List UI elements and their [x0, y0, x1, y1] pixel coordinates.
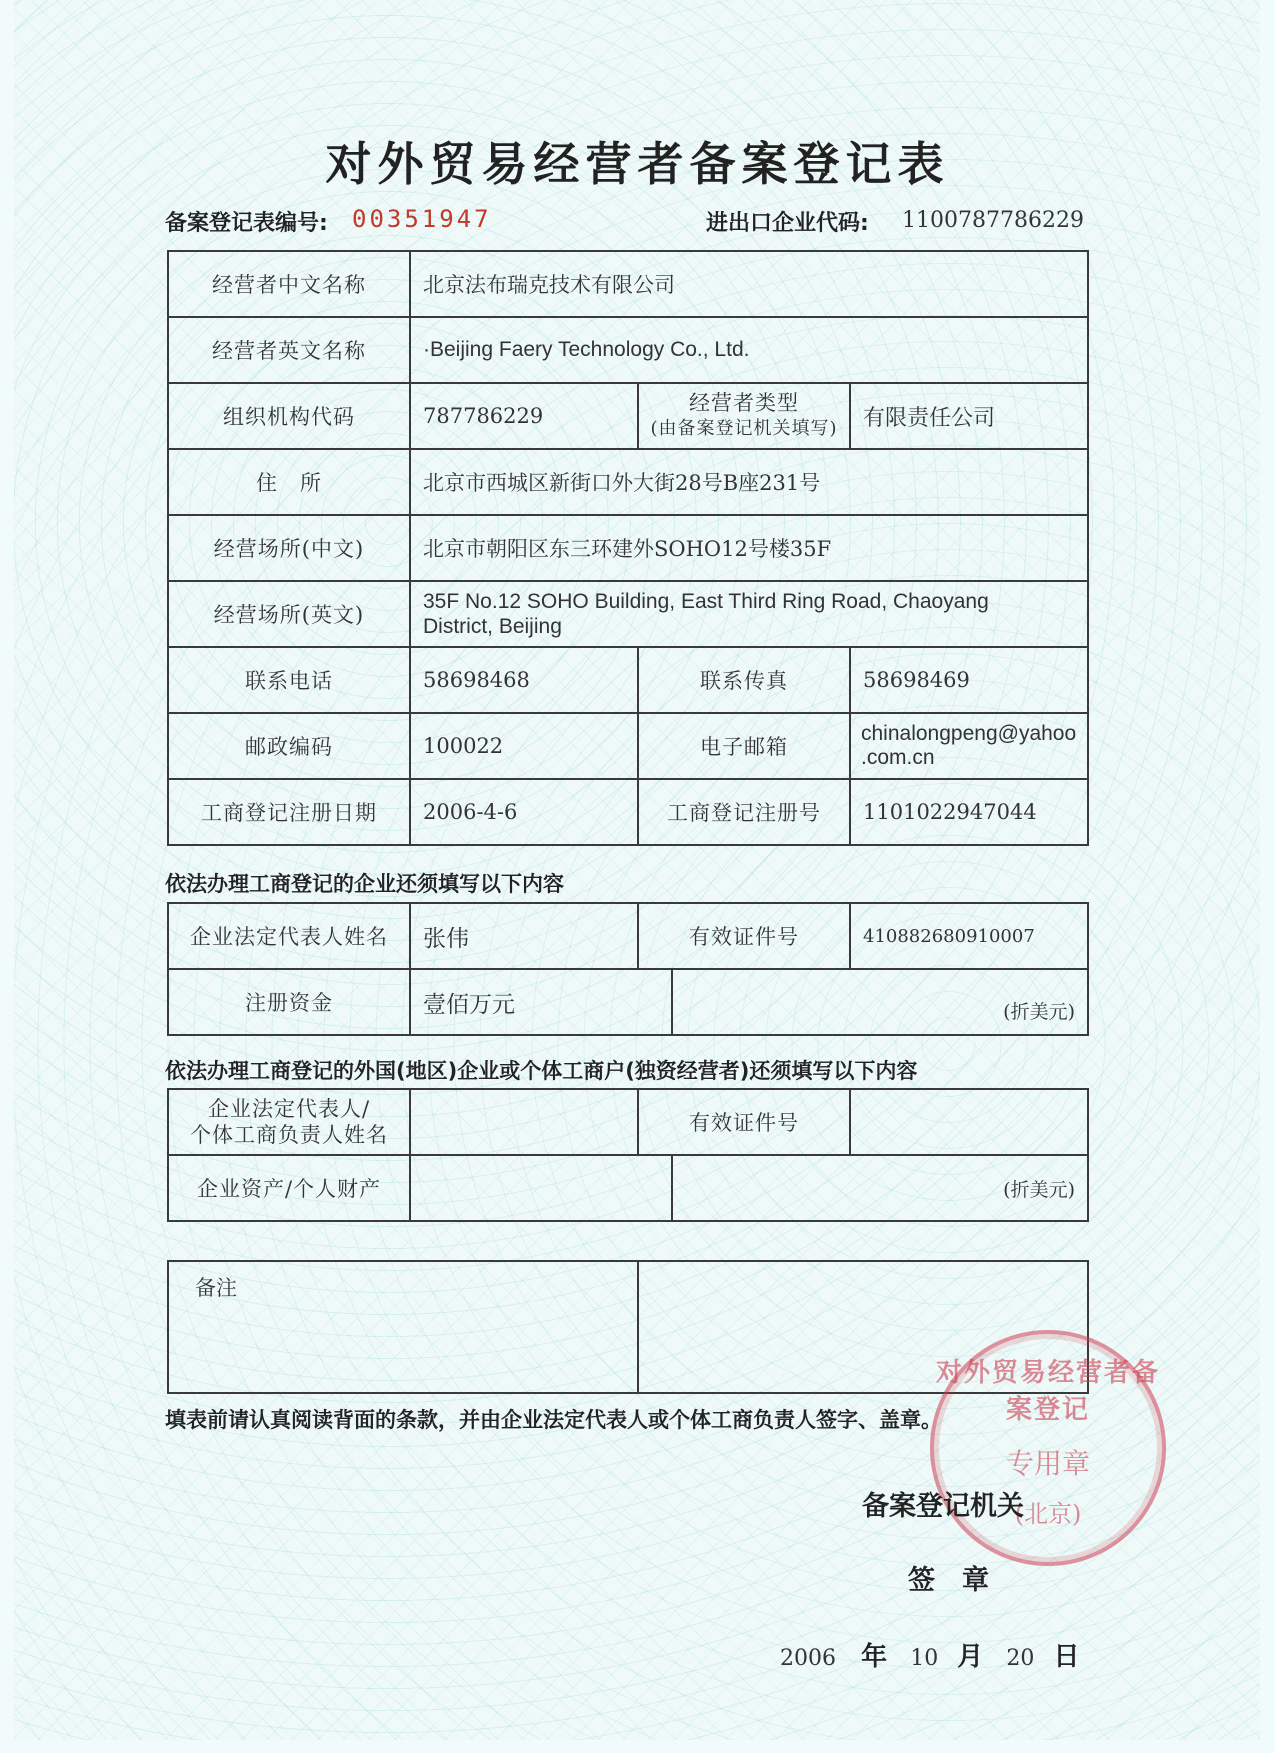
id-value: 410882680910007 [850, 903, 1088, 969]
date-day: 20 [1006, 1646, 1035, 1671]
reg-num-value: 1101022947044 [850, 779, 1088, 845]
section1-table [167, 902, 1089, 1036]
stamp-ring-text: 对外贸易经营者备案登记 [935, 1358, 1160, 1425]
capital-value: 壹佰万元 [410, 969, 672, 1035]
assets-usd-label: (折美元) [672, 1155, 1088, 1221]
stamp-bottom-text: (北京) [1014, 1500, 1082, 1528]
document-title: 对外贸易经营者备案登记表 [325, 137, 950, 191]
date-year-unit: 年 [861, 1642, 888, 1672]
date-year: 2006 [780, 1646, 836, 1671]
reg-num-label: 工商登记注册号 [638, 779, 850, 845]
name-cn-label: 经营者中文名称 [168, 251, 410, 317]
foreign-rep-label-line2: 个体工商负责人姓名 [190, 1123, 388, 1147]
capital-usd-label: (折美元) [672, 969, 1088, 1035]
email-line1: chinalongpeng@yahoo [861, 722, 1077, 745]
foreign-id-value [850, 1089, 1088, 1155]
authority-label: 备案登记机关 [862, 1491, 1024, 1522]
signature-date [780, 1636, 1080, 1673]
reg-no-value: 00351947 [352, 205, 492, 233]
legal-rep-label: 企业法定代表人姓名 [168, 903, 410, 969]
biz-cn-value: 北京市朝阳区东三环建外SOHO12号楼35F [410, 515, 1088, 581]
postal-value: 100022 [410, 713, 638, 779]
footer-note: 填表前请认真阅读背面的条款，并由企业法定代表人或个体工商负责人签字、盖章。 [165, 1408, 942, 1432]
email-value [850, 713, 1088, 779]
seal-label: 签 章 [908, 1565, 989, 1596]
main-info-table [167, 250, 1089, 846]
row-assets [168, 1155, 1088, 1221]
row-biz-cn [168, 515, 1088, 581]
email-label: 电子邮箱 [638, 713, 850, 779]
row-name-en [168, 317, 1088, 383]
fax-label: 联系传真 [638, 647, 850, 713]
foreign-rep-value [410, 1089, 638, 1155]
name-en-label: 经营者英文名称 [168, 317, 410, 383]
row-name-cn [168, 251, 1088, 317]
reg-date-value: 2006-4-6 [410, 779, 638, 845]
fax-value: 58698469 [850, 647, 1088, 713]
biz-en-line1: 35F No.12 SOHO Building, East Third Ring Road, Chaoyang [423, 590, 989, 613]
foreign-rep-label [168, 1089, 410, 1155]
row-foreign-rep [168, 1089, 1088, 1155]
reg-no-label: 备案登记表编号: [165, 211, 328, 236]
assets-value [410, 1155, 672, 1221]
operator-type-label [638, 383, 850, 449]
operator-type-label-line1: 经营者类型 [689, 391, 799, 415]
enterprise-code-label: 进出口企业代码: [706, 211, 869, 236]
enterprise-code-value: 1100787786229 [902, 208, 1084, 233]
id-label: 有效证件号 [638, 903, 850, 969]
remarks-label: 备注 [168, 1261, 638, 1393]
name-cn-value: 北京法布瑞克技术有限公司 [410, 251, 1088, 317]
foreign-rep-label-line1: 企业法定代表人/ [207, 1097, 371, 1121]
address-label: 住 所 [168, 449, 410, 515]
official-seal-stamp [930, 1330, 1166, 1566]
row-reg-date [168, 779, 1088, 845]
biz-cn-label: 经营场所(中文) [168, 515, 410, 581]
phone-value: 58698468 [410, 647, 638, 713]
operator-type-value: 有限责任公司 [850, 383, 1088, 449]
org-code-label: 组织机构代码 [168, 383, 410, 449]
row-capital [168, 969, 1088, 1035]
section1-heading: 依法办理工商登记的企业还须填写以下内容 [165, 872, 564, 896]
date-month: 10 [910, 1646, 939, 1671]
reg-date-label: 工商登记注册日期 [168, 779, 410, 845]
row-phone [168, 647, 1088, 713]
operator-type-label-line2: (由备案登记机关填写) [650, 418, 838, 439]
biz-en-label: 经营场所(英文) [168, 581, 410, 647]
biz-en-value [410, 581, 1088, 647]
row-biz-en [168, 581, 1088, 647]
org-code-value: 787786229 [410, 383, 638, 449]
section2-heading: 依法办理工商登记的外国(地区)企业或个体工商户(独资经营者)还须填写以下内容 [165, 1059, 918, 1083]
biz-en-line2: District, Beijing [423, 615, 562, 638]
name-en-value: ·Beijing Faery Technology Co., Ltd. [410, 317, 1088, 383]
date-day-unit: 日 [1053, 1642, 1080, 1672]
email-line2: .com.cn [861, 746, 935, 769]
section2-table [167, 1088, 1089, 1222]
phone-label: 联系电话 [168, 647, 410, 713]
assets-label: 企业资产/个人财产 [168, 1155, 410, 1221]
row-legal-rep [168, 903, 1088, 969]
address-value: 北京市西城区新街口外大街28号B座231号 [410, 449, 1088, 515]
legal-rep-value: 张伟 [410, 903, 638, 969]
row-org-code [168, 383, 1088, 449]
row-address [168, 449, 1088, 515]
stamp-mid-text: 专用章 [1005, 1447, 1090, 1480]
postal-label: 邮政编码 [168, 713, 410, 779]
capital-label: 注册资金 [168, 969, 410, 1035]
row-postal [168, 713, 1088, 779]
date-month-unit: 月 [957, 1642, 984, 1672]
foreign-id-label: 有效证件号 [638, 1089, 850, 1155]
